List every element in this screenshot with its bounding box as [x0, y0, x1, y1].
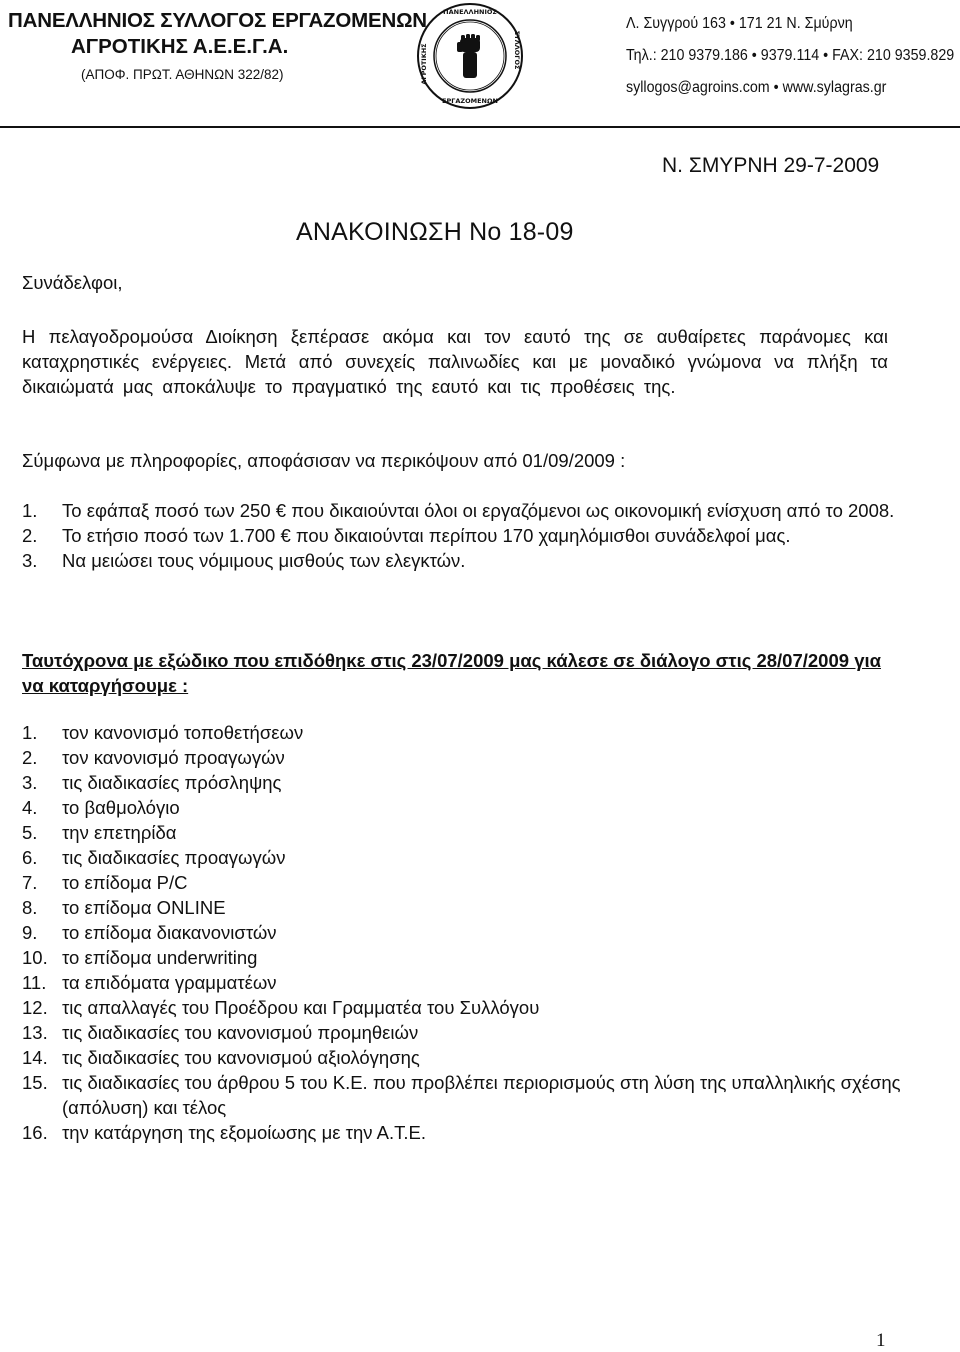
- list-text: τις διαδικασίες προαγωγών: [62, 847, 286, 868]
- list-item: [22, 945, 902, 970]
- list-number: 7.: [22, 872, 38, 893]
- salutation: Συνάδελφοι,: [22, 272, 123, 293]
- list-text: τις απαλλαγές του Προέδρου και Γραμματέα του Συλλόγου: [62, 997, 540, 1018]
- page-number: 1: [876, 1330, 886, 1351]
- address-line: Λ. Συγγρού 163 • 171 21 Ν. Σμύρνη: [626, 15, 853, 32]
- letterhead-org: [8, 8, 428, 84]
- list-item: [22, 795, 902, 820]
- list-number: 9.: [22, 922, 38, 943]
- list-number: 1.: [22, 500, 38, 521]
- phone-line: Τηλ.: 210 9379.186 • 9379.114 • FAX: 210 9359.829: [626, 47, 955, 64]
- list-text: το επίδομα underwriting: [62, 947, 258, 968]
- list-number: 4.: [22, 797, 38, 818]
- list-item: [22, 845, 902, 870]
- list-text: Το ετήσιο ποσό των 1.700 € που δικαιούνται περίπου 170 χαμηλόμισθοι συνάδελφοί μας.: [62, 525, 791, 546]
- list-item: [22, 498, 902, 523]
- list-item: [22, 895, 902, 920]
- list-item: [22, 770, 902, 795]
- list-item: [22, 820, 902, 845]
- list-item: [22, 970, 902, 995]
- org-name-line2: ΑΓΡΟΤΙΚΗΣ Α.Ε.Ε.Γ.Α.: [71, 35, 289, 58]
- list-text: τις διαδικασίες του κανονισμού προμηθειών: [62, 1022, 419, 1043]
- list-number: 10.: [22, 947, 48, 968]
- list-number: 2.: [22, 525, 38, 546]
- list-number: 3.: [22, 550, 38, 571]
- list-item: [22, 920, 902, 945]
- list-number: 13.: [22, 1022, 48, 1043]
- list-number: 16.: [22, 1122, 48, 1143]
- list-item: [22, 870, 902, 895]
- list-number: 12.: [22, 997, 48, 1018]
- list-text: Το εφάπαξ ποσό των 250 € που δικαιούνται όλοι οι εργαζόμενοι ως οικονομική ενίσχυση από το 2008.: [62, 500, 895, 521]
- list-text: τον κανονισμό τοποθετήσεων: [62, 722, 304, 743]
- list-number: 5.: [22, 822, 38, 843]
- list-item: [22, 720, 902, 745]
- list-number: 11.: [22, 972, 47, 993]
- svg-text:ΠΑΝΕΛΛΗΝΙΟΣ: ΠΑΝΕΛΛΗΝΙΟΣ: [443, 8, 497, 16]
- list-text: τον κανονισμό προαγωγών: [62, 747, 285, 768]
- org-registration: (ΑΠΟΦ. ΠΡΩΤ. ΑΘΗΝΩΝ 322/82): [81, 67, 284, 82]
- list-number: 2.: [22, 747, 38, 768]
- org-name-line1: ΠΑΝΕΛΛΗΝΙΟΣ ΣΥΛΛΟΓΟΣ ΕΡΓΑΖΟΜΕΝΩΝ: [8, 9, 427, 32]
- list-item: [22, 1070, 902, 1120]
- list-text: τις διαδικασίες πρόσληψης: [62, 772, 282, 793]
- document-date: Ν. ΣΜΥΡΝΗ 29-7-2009: [662, 154, 880, 177]
- list-text: το επίδομα P/C: [62, 872, 188, 893]
- underlined-heading: Ταυτόχρονα με εξώδικο που επιδόθηκε στις 23/07/2009 μας κάλεσε σε διάλογο στις 28/07/2009 για να καταργήσουμε :: [22, 650, 881, 696]
- list-item: [22, 1020, 902, 1045]
- list-number: 15.: [22, 1072, 48, 1093]
- intro-paragraph: Η πελαγοδρομούσα Διοίκηση ξεπέρασε ακόμα και τον εαυτό της σε αυθαίρετες παράνομες και καταχρηστικές ενέργειες. Μετά από συνεχείς παλινωδίες και με μοναδικό γνώμονα να πλήξη τα δικαιώματά μας αποκάλυψε το πραγματικό της εαυτό και τις προθέσεις της.: [22, 326, 888, 397]
- list-item: [22, 548, 902, 573]
- list-text: την κατάργηση της εξομοίωσης με την Α.Τ.Ε.: [62, 1122, 426, 1143]
- list-text: το επίδομα ONLINE: [62, 897, 226, 918]
- list-text: τις διαδικασίες του κανονισμού αξιολόγησης: [62, 1047, 420, 1068]
- list-text: το βαθμολόγιο: [62, 797, 180, 818]
- list-text: Να μειώσει τους νόμιμους μισθούς των ελεγκτών.: [62, 550, 466, 571]
- letterhead-contact: [626, 8, 955, 104]
- list-item: [22, 1045, 902, 1070]
- abolish-list: [22, 720, 902, 1145]
- list-number: 1.: [22, 722, 38, 743]
- list-item: [22, 745, 902, 770]
- svg-text:ΑΓΡΟΤΙΚΗΣ: ΑΓΡΟΤΙΚΗΣ: [420, 43, 428, 85]
- cuts-list: [22, 498, 902, 573]
- list-number: 3.: [22, 772, 38, 793]
- list-text: τις διαδικασίες του άρθρου 5 του Κ.Ε. που προβλέπει περιορισμούς στη λύση της υπαλληλικής σχέσης (απόλυση) και τέλος: [62, 1072, 901, 1118]
- info-paragraph: Σύμφωνα με πληροφορίες, αποφάσισαν να περικόψουν από 01/09/2009 :: [22, 450, 626, 471]
- list-number: 8.: [22, 897, 38, 918]
- list-text: το επίδομα διακανονιστών: [62, 922, 277, 943]
- svg-text:ΕΡΓΑΖΟΜΕΝΩΝ: ΕΡΓΑΖΟΜΕΝΩΝ: [442, 97, 498, 105]
- list-text: τα επιδόματα γραμματέων: [62, 972, 277, 993]
- header-divider: [0, 126, 960, 128]
- list-item: [22, 995, 902, 1020]
- list-number: 14.: [22, 1047, 48, 1068]
- list-item: [22, 523, 902, 548]
- list-text: την επετηρίδα: [62, 822, 177, 843]
- list-item: [22, 1120, 902, 1145]
- web-line: syllogos@agroins.com • www.sylagras.gr: [626, 79, 887, 96]
- page-title: ΑΝΑΚΟΙΝΩΣΗ Νο 18-09: [296, 218, 574, 246]
- list-number: 6.: [22, 847, 38, 868]
- union-seal-logo: [416, 2, 524, 110]
- svg-text:ΣΥΛΛΟΓΟΣ: ΣΥΛΛΟΓΟΣ: [513, 30, 521, 70]
